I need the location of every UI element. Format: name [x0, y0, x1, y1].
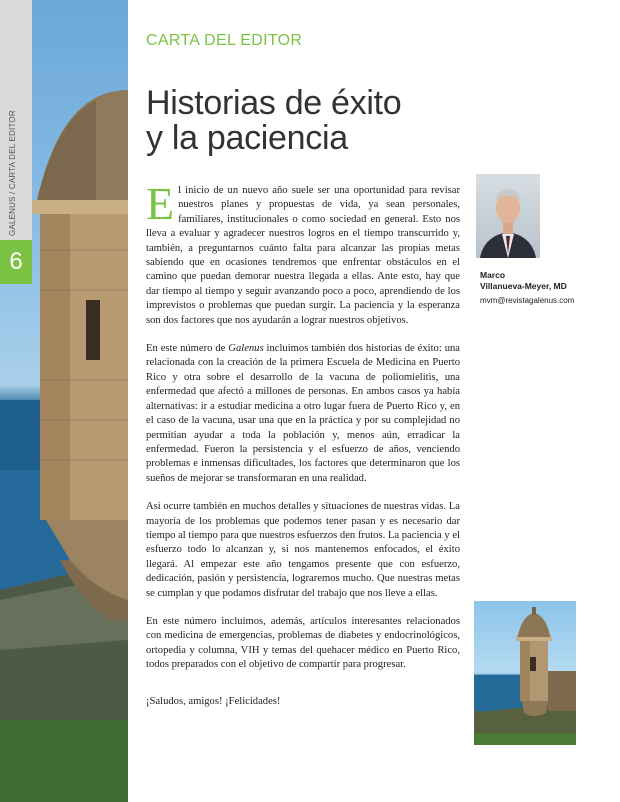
- small-sentry-illustration: [474, 601, 576, 745]
- paragraph-2-rest: incluimos también dos historias de éxito: una relacionada con la creación de la primera Escuela de Medicina en Puerto Rico y otra sobre el desarrollo de la vacuna de poliomielitis, una enfermedad que afectó a millones de personas. En ambos casos ya había alternativas: ir a estudiar medicina a otro lugar fuera de Puerto Rico y, en el caso de la vacuna, usar una que en la práctica y por su complejidad no permitían ayudar a toda la población y, menos aún, erradicar la enfermedad. Fueron la persistencia y el esfuerzo de años, venciendo problemas e inmensas dificultades, los factores que determinaron que los sueños de mejorar se transformaran en una realidad.: [146, 343, 461, 484]
- author-last-name: Villanueva-Meyer, MD: [480, 281, 567, 291]
- small-sentry-photo: [474, 601, 576, 745]
- paragraph-1: [146, 178, 460, 328]
- side-tab: [0, 0, 32, 284]
- title-line-1: Historias de éxito: [146, 84, 402, 122]
- author-portrait-illustration: [476, 174, 540, 258]
- article-title: [146, 86, 466, 156]
- paragraph-2: [146, 342, 460, 486]
- magazine-name: Galenus: [228, 343, 264, 355]
- paragraph-3: Así ocurre también en muchos detalles y situaciones de nuestras vidas. La mayoría de los problemas que podemos tener pasan y es necesario dar tiempo al tiempo para que nuestros esfuerzos den frutos. La paciencia y el esfuerzo todo lo alcanzan y, si nos mantenemos enfocados, el éxito llegará. Al empezar este año tengamos presente que con esfuerzo, dedicación, pasión y persistencia, lograremos mucho. Que nuestras metas se cumplan y que podamos disfrutar del trabajo que nos lleve a ellas.: [146, 501, 460, 599]
- section-label: CARTA DEL EDITOR: [146, 32, 303, 49]
- paragraph-1-text: l inicio de un nuevo año suele ser una oportunidad para revisar nuestros planes y propuestas de vida, ya sean personales, familiares, institucionales o como sociedad en general. Esto nos lleva a evaluar y agradecer nuestros logros en el tiempo transcurrido y, también, a preguntarnos cuánto falta para alcanzar las propias metas sabiendo que en ocasiones tendremos que enfrentar obstáculos en el camino que puedan demorar nuestra llegada a ellas. Ante esto, hay que dar tiempo al tiempo y seguir avanzando poco a poco, aprendiendo de los imprevistos o problemas que puedan surgir. La paciencia y la esperanza son dos factores que nos ayudarán a lograr nuestros objetivos.: [146, 185, 460, 326]
- article-body: [146, 178, 461, 723]
- title-line-2: y la paciencia: [146, 119, 348, 157]
- author-first-name: Marco: [480, 270, 506, 280]
- page-number: 6: [0, 240, 32, 284]
- paragraph-2-start: En este número de: [146, 343, 229, 355]
- author-portrait: [476, 174, 540, 258]
- drop-cap: E: [146, 178, 175, 229]
- paragraph-4: En este número incluimos, además, artículos interesantes relacionados con medicina de emergencias, problemas de diabetes y endocrinológicos, ortopedia y columna, VIH y temas del quehacer médico en Puerto Rico, todos preparados con el objetivo de compartir para progresar.: [146, 615, 460, 671]
- author-email: mvm@revistagalenus.com: [480, 296, 575, 305]
- paragraph-5: ¡Saludos, amigos! ¡Felicidades!: [146, 695, 281, 707]
- running-head: GALENUS / CARTA DEL EDITOR: [8, 110, 17, 236]
- author-name: [480, 270, 567, 292]
